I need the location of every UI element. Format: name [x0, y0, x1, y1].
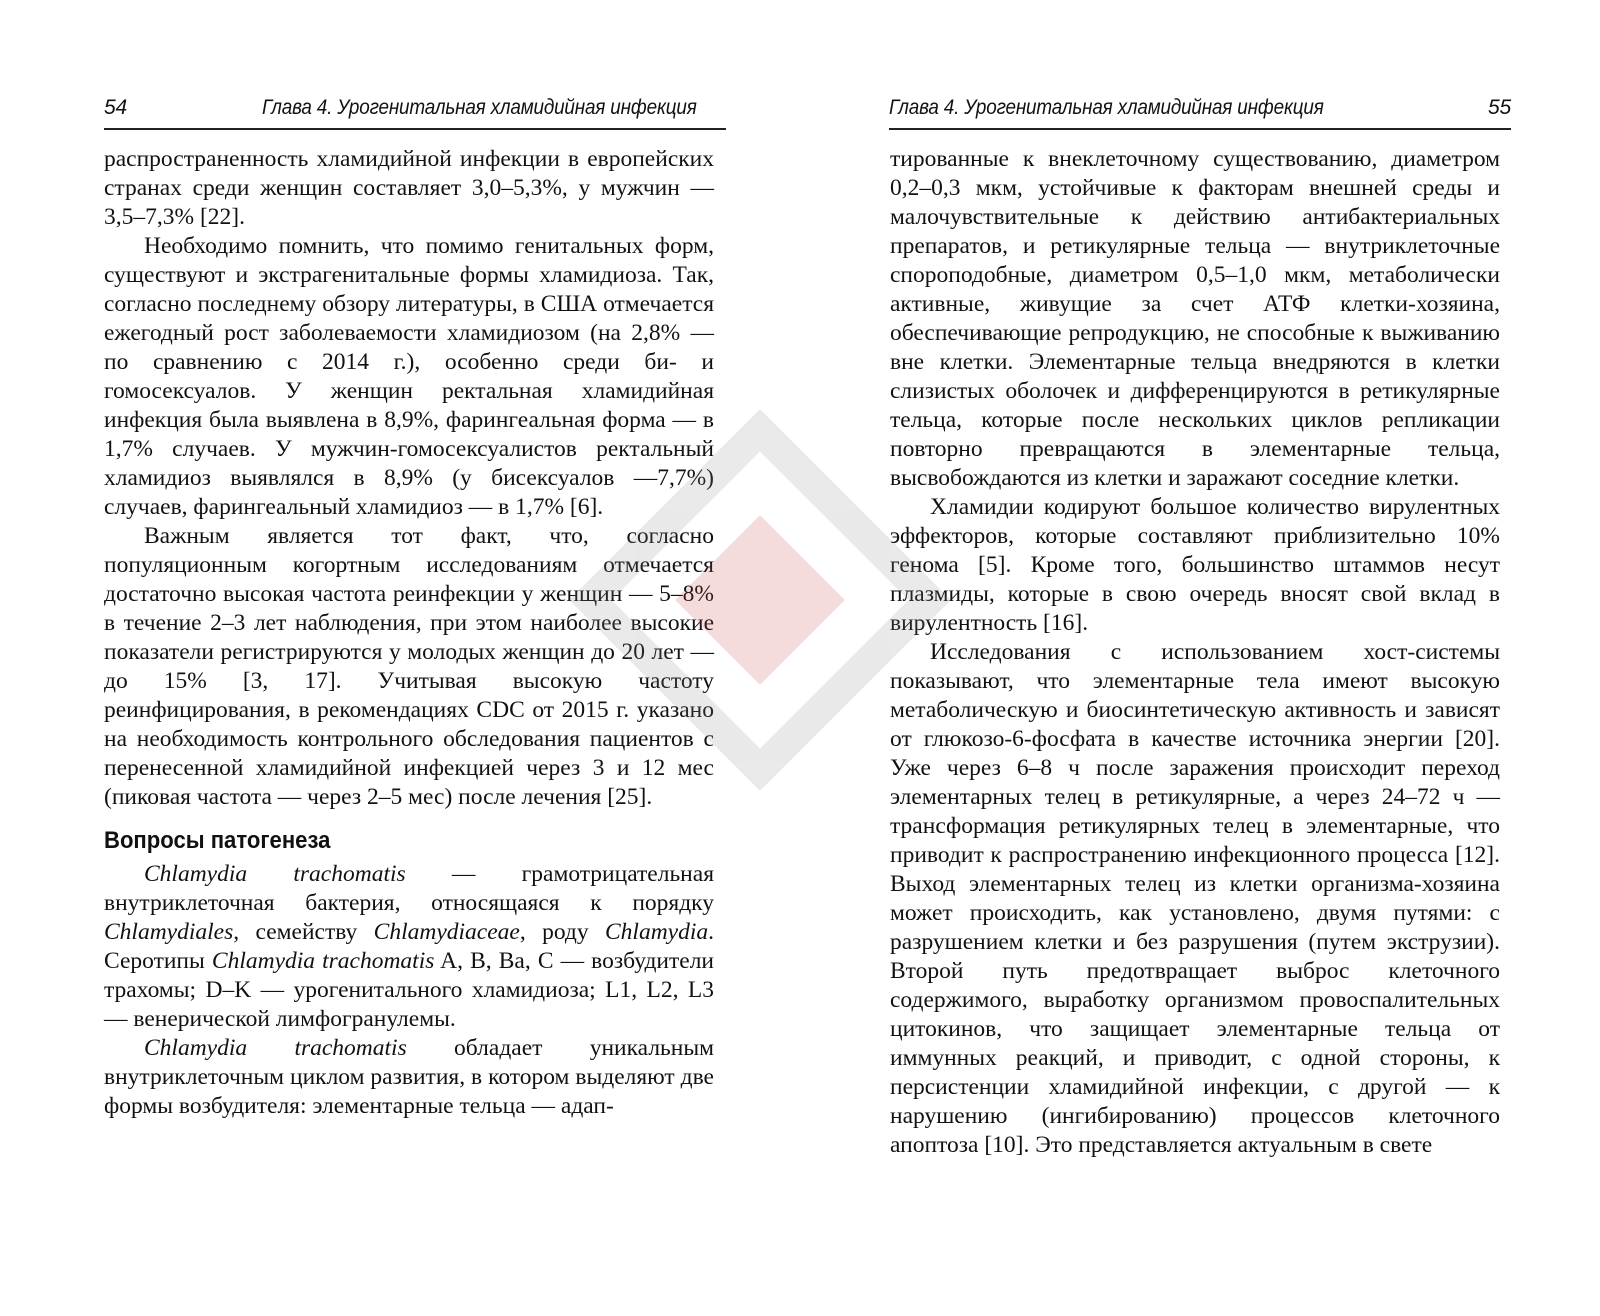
paragraph [104, 1034, 714, 1121]
text-run: , семейству [233, 919, 374, 945]
text-run: , роду [519, 919, 605, 945]
paragraph: распространенность хламидийной инфекции в европейских странах среди женщин составляет 3,0–5,3%, у мужчин — 3,5–7,3% [22]. [104, 146, 714, 230]
italic-term: Chlamydia trachomatis [211, 948, 435, 974]
left-page-body [104, 145, 714, 1121]
paragraph: Необходимо помнить, что помимо генитальных форм, существуют и экстрагенитальные формы хламидиоза. Так, согласно последнему обзору литературы, в США отмечается ежегодный рост заболеваемости хламидиозом (на 2,8% — по сравнению с 2014 г.), особенно среди би- и гомосексуалов. У женщин ректальная хламидийная инфекция была выявлена в 8,9%, фарингеальная форма — в 1,7% случаев. У мужчин-гомосексуалистов ректальный хламидиоз выявлялся в 8,9% (у бисексуалов —7,7%) случаев, фарингеальный хламидиоз — в 1,7% [6]. [104, 233, 714, 520]
header-rule-right [889, 128, 1511, 130]
chapter-title-left: Глава 4. Урогенитальная хламидийная инфекция [262, 96, 697, 119]
right-page-body [890, 145, 1500, 1160]
paragraph: Хламидии кодируют большое количество вирулентных эффекторов, которые составляют приблизительно 10% генома [5]. Кроме того, большинство штаммов несут плазмиды, которые в свою очередь вносят свой вклад в вирулентность [16]. [890, 494, 1500, 636]
paragraph: Исследования с использованием хост-системы показывают, что элементарные тела имеют высокую метаболическую и биосинтетическую активность и зависят от глюкозо-6-фосфата в качестве источника энергии [20]. Уже через 6–8 ч после заражения происходит переход элементарных телец в ретикулярные, а через 24–72 ч — трансформация ретикулярных телец в элементарные, что приводит к распространению инфекционного процесса [12]. Выход элементарных телец из клетки организма-хозяина может происходить, как установлено, двумя путями: с разрушением клетки и без разрушения (путем экструзии). Второй путь предотвращает выброс клеточного содержимого, выработку организмом провоспалительных цитокинов, что защищает элементарные тельца от иммунных реакций, и приводит, с одной стороны, к персистенции хламидийной инфекции, с другой — к нарушению (ингибированию) процессов клеточного апоптоза [10]. Это представляется актуальным в свете [890, 639, 1500, 1158]
italic-term: Chlamydiaceae [373, 919, 520, 945]
italic-term: Chlamydia trachomatis [144, 1035, 407, 1061]
italic-term: Chlamydiales [104, 919, 234, 945]
italic-term: Chlamydia trachomatis [144, 861, 406, 887]
running-head-right [889, 96, 1511, 126]
running-head-left [104, 96, 726, 126]
paragraph: Важным является тот факт, что, согласно популяционным когортным исследованиям отмечается достаточно высокая частота реинфекции у женщин — 5–8% в течение 2–3 лет наблюдения, при этом наиболее высокие показатели регистрируются у молодых женщин до 20 лет — до 15% [3, 17]. Учитывая высокую частоту реинфицирования, в рекомендациях CDC от 2015 г. указано на необходимость контрольного обследования пациентов с перенесенной хламидийной инфекцией через 3 и 12 мес (пиковая частота — через 2–5 мес) после лечения [25]. [104, 523, 714, 810]
paragraph [104, 860, 714, 1034]
right-page [800, 0, 1600, 1316]
italic-term: Chlamydia [604, 919, 709, 945]
section-heading: Вопросы патогенеза [104, 827, 331, 854]
text-run: — грамотрицательная внутриклеточная бактерия, относящаяся к порядку [104, 861, 714, 916]
page-number-right: 55 [1488, 96, 1511, 119]
text-run: A, B, Ba, C — возбудители трахомы; D–K — урогенитального хламидиоза; L1, L2, L3 — венерической лимфогранулемы. [104, 948, 714, 1032]
text-run: обладает уникальным внутриклеточным циклом развития, в котором выделяют две формы возбудителя: элементарные тельца — адап- [104, 1035, 714, 1119]
text-run: . Серотипы [104, 919, 714, 974]
chapter-title-right: Глава 4. Урогенитальная хламидийная инфекция [889, 96, 1324, 119]
paragraph: тированные к внеклеточному существованию, диаметром 0,2–0,3 мкм, устойчивые к факторам внешней среды и малочувствительные к действию антибактериальных препаратов, и ретикулярные тельца — внутриклеточные спороподобные, диаметром 0,5–1,0 мкм, метаболически активные, живущие за счет АТФ клетки-хозяина, обеспечивающие репродукцию, не способные к выживанию вне клетки. Элементарные тельца внедряются в клетки слизистых оболочек и дифференцируются в ретикулярные тельца, которые после нескольких циклов репликации повторно превращаются в элементарные тельца, высвобождаются из клетки и заражают соседние клетки. [890, 146, 1500, 491]
page-number-left: 54 [104, 96, 127, 119]
header-rule-left [104, 128, 726, 130]
